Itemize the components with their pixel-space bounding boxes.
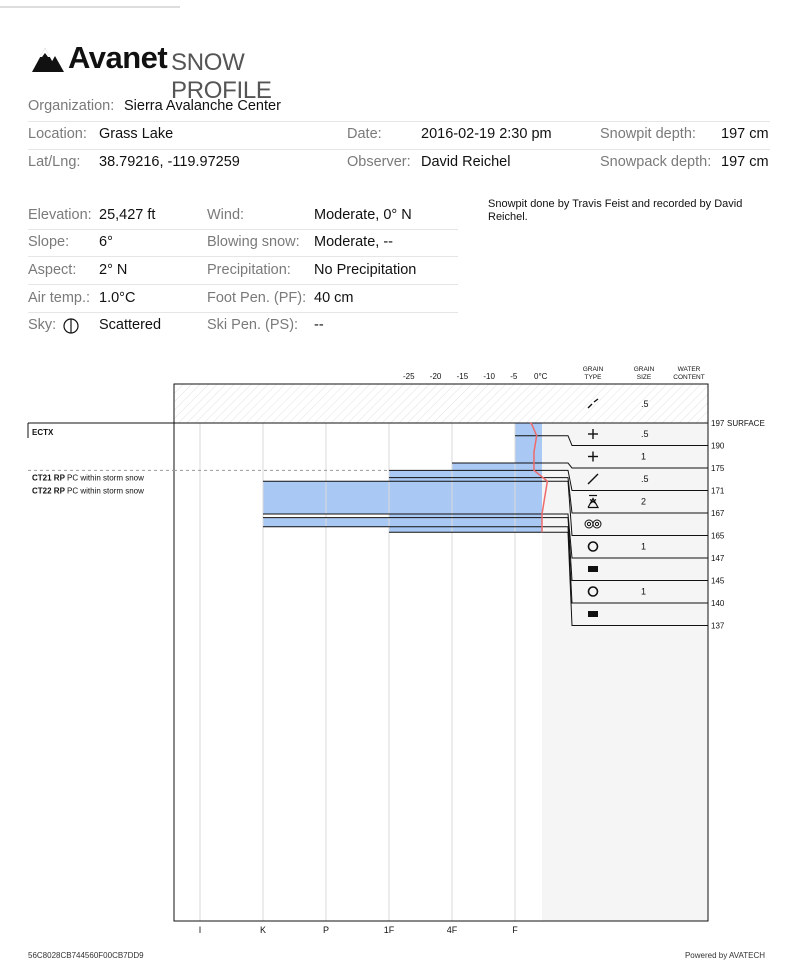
elevation-label: Elevation: [28, 207, 92, 223]
precipitation-label: Precipitation: [207, 262, 291, 278]
hardness-tick-label: I [198, 925, 202, 935]
test-result-label: ECTX [32, 428, 54, 437]
wind-value: Moderate, 0° N [314, 207, 412, 223]
top-rule [0, 6, 180, 8]
temperature-tick-label: -5 [510, 372, 518, 381]
hardness-bar [263, 481, 542, 514]
column-header: GRAIN [582, 366, 604, 373]
depth-label: 147 [711, 554, 725, 563]
ski-pen-label: Ski Pen. (PS): [207, 317, 299, 333]
hardness-tick-label: 4F [446, 925, 458, 935]
column-header: CONTENT [673, 374, 705, 381]
temperature-tick-label: 0°C [534, 372, 548, 381]
blowing-snow-value: Moderate, -- [314, 234, 393, 250]
page-title: SNOW PROFILE [171, 49, 272, 104]
grain-size: 1 [641, 451, 647, 462]
grain-ice-icon [588, 566, 598, 572]
depth-label: 197 [711, 419, 725, 428]
sky-label: Sky: [28, 317, 57, 333]
snowpack-depth-value: 197 cm [721, 154, 769, 170]
hardness-tick-label: 1F [383, 925, 395, 935]
slope-label: Slope: [28, 234, 70, 250]
ski-pen-value: -- [314, 317, 324, 333]
foot-pen-label: Foot Pen. (PF): [207, 290, 307, 306]
snowpit-depth-label: Snowpit depth: [600, 126, 696, 142]
hardness-bar [389, 478, 542, 482]
latlng-label: Lat/Lng: [28, 154, 81, 170]
grain-size: .5 [641, 429, 649, 439]
date-label: Date: [347, 126, 382, 142]
divider [28, 284, 458, 285]
foot-pen-value: 40 cm [314, 290, 354, 306]
hardness-bar [389, 470, 542, 477]
depth-label: 190 [711, 441, 725, 451]
wind-label: Wind: [207, 207, 245, 223]
temperature-tick-label: -15 [456, 372, 469, 381]
hardness-tick-label: P [322, 925, 330, 935]
test-code: CT21 RP [32, 473, 67, 483]
grain-size: .5 [641, 474, 649, 484]
brand-name: Avanet [68, 40, 168, 75]
snowpack-depth-label: Snowpack depth: [600, 154, 712, 170]
grain-size: 1 [641, 586, 647, 597]
air-hatch [174, 384, 708, 423]
elevation-value: 25,427 ft [99, 207, 156, 223]
aspect-value: 2° N [99, 262, 128, 278]
temperature-tick-label: -25 [403, 372, 415, 381]
precipitation-value: No Precipitation [314, 262, 417, 278]
test-description: PC within storm snow [66, 486, 144, 496]
depth-label: 145 [711, 576, 725, 586]
slope-value: 6° [99, 234, 113, 250]
column-header: TYPE [584, 374, 602, 381]
temperature-line [530, 423, 531, 424]
organization-value: Sierra Avalanche Center [124, 98, 281, 114]
hardness-tick-label: K [259, 925, 267, 935]
sky-value: Scattered [99, 317, 162, 333]
hardness-bar [515, 423, 542, 436]
blowing-snow-label: Blowing snow: [207, 234, 300, 250]
hardness-bar [263, 518, 542, 527]
hardness-bar [515, 436, 542, 463]
pit-notes: Snowpit done by Travis Feist and recorded by David Reichel. [488, 198, 743, 223]
depth-label: 137 [711, 621, 725, 631]
observer-value: David Reichel [421, 154, 511, 170]
temperature-tick-label: -20 [429, 372, 442, 381]
air-temp-value: 1.0°C [99, 290, 136, 306]
grain-size: 1 [641, 541, 647, 552]
organization-label: Organization: [28, 98, 115, 114]
hardness-tick-label: F [512, 925, 518, 935]
divider [28, 312, 458, 313]
grain-size: 2 [641, 496, 647, 507]
divider [28, 149, 770, 150]
powered-by: Powered by AVATECH [684, 951, 765, 960]
column-header: WATER [677, 366, 701, 373]
grain-size: .5 [641, 399, 649, 409]
snowpit-depth-value: 197 cm [721, 126, 769, 142]
hardness-bar [389, 527, 542, 532]
snow-profile-chart [0, 355, 800, 940]
location-label: Location: [28, 126, 87, 142]
test-result-label [32, 486, 144, 495]
depth-label: 167 [711, 509, 725, 518]
depth-label: 165 [711, 531, 725, 541]
depth-label: 175 [711, 464, 725, 473]
column-header: GRAIN [633, 366, 655, 373]
test-code: CT22 RP [32, 486, 67, 496]
date-value: 2016-02-19 2:30 pm [421, 126, 552, 142]
hardness-bar [389, 514, 542, 518]
aspect-label: Aspect: [28, 262, 77, 278]
hardness-bar [452, 463, 542, 470]
location-value: Grass Lake [99, 126, 174, 142]
column-header: SIZE [636, 374, 652, 381]
sky-scattered-icon [63, 318, 79, 334]
surface-label: SURFACE [727, 419, 765, 428]
divider [28, 256, 458, 257]
divider [28, 229, 458, 230]
profile-id: 56C8028CB744560F00CB7DD9 [28, 951, 144, 960]
temperature-tick-label: -10 [483, 372, 495, 381]
air-temp-label: Air temp.: [28, 290, 91, 306]
test-result-label [32, 473, 144, 482]
divider [28, 121, 770, 122]
test-description: PC within storm snow [66, 473, 144, 483]
latlng-value: 38.79216, -119.97259 [99, 154, 240, 170]
observer-label: Observer: [347, 154, 411, 170]
grain-column-background [542, 423, 708, 921]
depth-label: 171 [711, 486, 725, 496]
depth-label: 140 [711, 599, 725, 608]
mountain-logo-icon [32, 46, 68, 72]
grain-ice-icon [588, 611, 598, 617]
